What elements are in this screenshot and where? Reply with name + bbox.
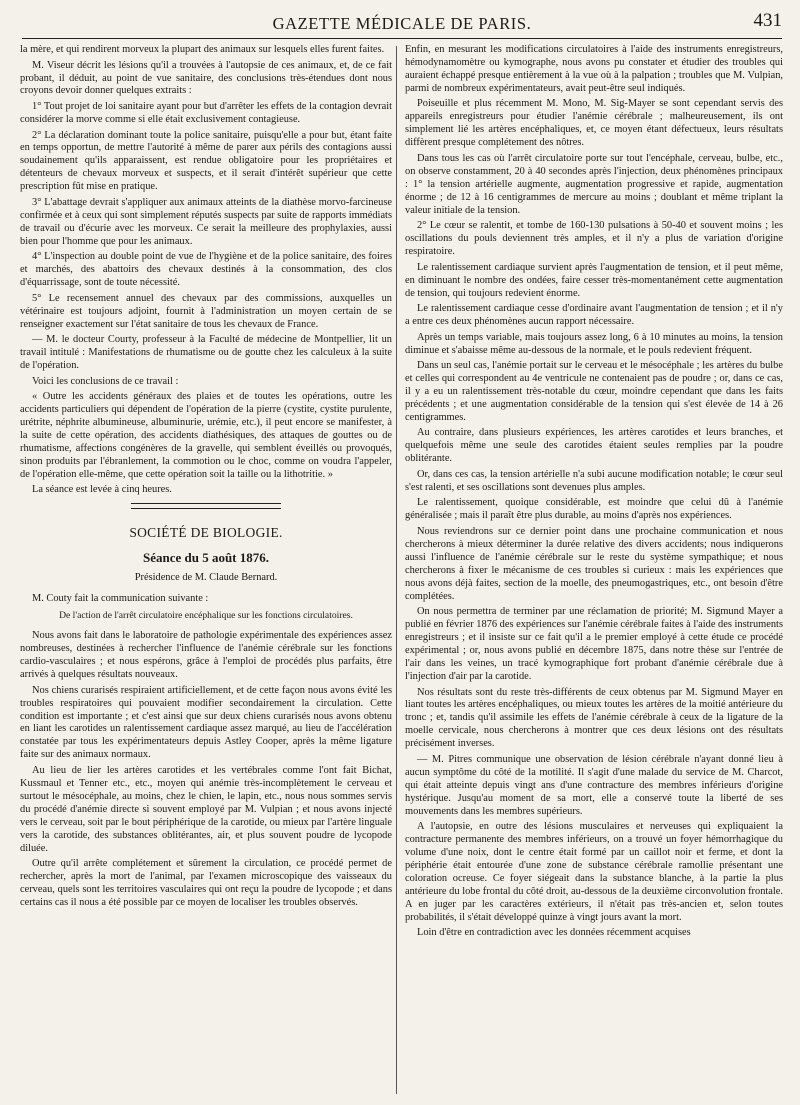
paragraph: — M. Pitres communique une observation de lésion cérébrale n'ayant donné lieu à aucun symptôme du côté de la motilité. Il s'agit d'une malade du service de M. Charcot, qui était atteinte depuis vingt ans d'une contracture des membres inférieurs d'origine hystérique. Jusqu'au moment de sa mort, elle a conservé toute la liberté de ses mouvements dans les membres supérieurs. <box>405 753 783 817</box>
paragraph: Nos résultats sont du reste très-différents de ceux obtenus par M. Sigmund Mayer en liant toutes les artères encéphaliques, ou mieux toutes les artères de la moitié antérieure du tronc ; et, tandis qu'il assimile les effets de l'anémie cérébrale à ceux de la ligature de la moelle cervicale, nous chercherons à montrer que ces deux lésions ont des résultats précisément inverses. <box>405 686 783 750</box>
paragraph: Après un temps variable, mais toujours assez long, 6 à 10 minutes au moins, la tension diminue et s'abaisse même au-dessous de la normale, et le pouls redevient fréquent. <box>405 331 783 356</box>
paragraph: Au lieu de lier les artères carotides et les vertébrales comme l'ont fait Bichat, Kussmaul et Tenner etc., etc., moyen qui anémie très-incomplètement le cerveau et surtout le mésocéphale, au moins, chez le chien, le lapin, etc., nous nous sommes servis du procédé d'anémie directe si souvent employé par M. Vulpian ; et nous avons injecté vers le cerveau, soit par le bout périphérique de la carotide, ou mieux par l'artère linguale vers la carotide, des substances oblitérantes, air, et plus souvent poudre de lycopode diluée. <box>20 764 392 854</box>
paragraph: M. Viseur décrit les lésions qu'il a trouvées à l'autopsie de ces animaux, et, de ce fait probant, il déduit, au point de vue sanitaire, des conclusions très-étendues dont nous croyons devoir donner quelques extraits : <box>20 59 392 97</box>
column-divider <box>396 46 397 1094</box>
paragraph: M. Couty fait la communication suivante : <box>32 593 209 605</box>
left-column <box>20 44 392 913</box>
paragraph: Poiseuille et plus récemment M. Mono, M. Sig-Mayer se sont cependant servis des appareils enregistreurs pour étudier l'anémie cérébrale ; malheureusement, ils ont simplement lié les artères encéphaliques, et, ce moyen étant défectueux, leurs résultats diffèrent presque complétement des nôtres. <box>405 98 783 149</box>
section-rule <box>131 508 281 509</box>
paragraph: Nous reviendrons sur ce dernier point dans une prochaine communication et nous chercherons à mieux déterminer la durée relative des divers accidents; nous indiquerons aussi l'influence de l'anémie cérébrale sur le reste du système sympathique; et nous chercherons à fixer le mécanisme de ces troubles si curieux : mais les expériences que nous avons déjà faites, section de la moelle, des pneumogastriques, etc., ont besoin d'être complétées. <box>405 525 783 602</box>
paragraph: Enfin, en mesurant les modifications circulatoires à l'aide des instruments enregistreurs, hémodynamomètre ou kymographe, nous avons pu constater et étudier des troubles qui auraient échappé presque entièrement à la vue où à la palpation ; troubles que M. Vulpian, parmi de nombreux expérimentateurs, avait peut-être seul indiqués. <box>405 44 783 94</box>
paragraph: Dans tous les cas où l'arrêt circulatoire porte sur tout l'encéphale, cerveau, bulbe, etc., on observe constamment, 20 à 40 secondes après l'injection, deux phénomènes principaux : 1° la tension artérielle augmente, augmentation progressive et rapide, augmentation énorme ; de 12 à 16 centigrammes de mercure au moins ; doublant et même triplant la valeur initiale de la tension. <box>405 152 783 216</box>
paragraph: 3° L'abattage devrait s'appliquer aux animaux atteints de la diathèse morvo-farcineuse confirmée et à ceux qui sont simplement réputés suspects par suite de rapports immédiats de travail ou d'écurie avec les morveux. Ce serait la meilleure des prophylaxies, aussi bien pour l'homme que pour les animaux. <box>20 196 392 247</box>
paragraph: La séance est levée à cinq heures. <box>32 484 172 496</box>
paragraph: 2° Le cœur se ralentit, et tombe de 160-130 pulsations à 50-40 et souvent moins ; les oscillations du pouls deviennent très amples, et il n'y a plus de variation d'origine respiratoire. <box>405 220 783 258</box>
paragraph: 5° Le recensement annuel des chevaux par des commissions, auxquelles un vétérinaire est toujours adjoint, fournit à l'administration un moyen certain de se renseigner exactement sur l'état sanitaire de tous les chevaux de France. <box>20 292 392 330</box>
paragraph: Nous avons fait dans le laboratoire de pathologie expérimentale des expériences assez nombreuses, destinées à rechercher l'influence de l'anémie cérébrale sur les fonctions cardio-vasculaires ; et nous espérons, grâce à l'emploi de procédés plus parfaits, être arrivés à quelques résultats nouveaux. <box>20 630 392 681</box>
paragraph: « Outre les accidents généraux des plaies et de toutes les opérations, outre les accidents particuliers qui dépendent de l'opération de la pierre (cystite, cystite purulente, urétrite, néphrite albumineuse, albuminurie, urémie, etc.), il peut encore se manifester, à la suite de cette opération, des accidents diathésiques, des attaques de gouttes ou de rhumatisme, affections congénères de la gravelle, qui semblent éveillés ou provoqués, sinon produits par l'ébranlement, la commotion ou le choc, comme on voudra l'appeler, de l'opération elle-même, que cette opération soit la taille ou la lithotritie. » <box>20 391 392 480</box>
paragraph: Le ralentissement, quoique considérable, est moindre que celui dû à l'anémie généralisée ; mais il paraît être plus durable, au moins d'après nos expériences. <box>405 497 783 522</box>
presidency-line: Présidence de M. Claude Bernard. <box>134 572 278 584</box>
paragraph: On nous permettra de terminer par une réclamation de priorité; M. Sigmund Mayer a publié en février 1876 des expériences sur l'anémie cérébrale faites à l'aide des instruments enregistreurs ; et il insiste sur ce fait qu'il a le premier employé à cette étude ce procédé expérimental ; or, nous avons publié en décembre 1875, dans notre thèse sur l'entrée de l'air dans les veines, un tracé kymographique fort probant d'anémie cérébrale due à l'injection d'air par la carotide. <box>405 606 783 682</box>
paragraph: Dans un seul cas, l'anémie portait sur le cerveau et le mésocéphale ; les artères du bulbe et celles qui correspondent au 4e ventricule ne contenaient pas de poudre ; or, dans ce cas, il y a eu un ralentissement très-notable du cœur, moindre cependant que dans les faits précédents ; et une augmentation considérable de la tension qui s'est élevée de 14 à 26 centigrammes. <box>405 360 783 423</box>
communication-subtitle: De l'action de l'arrêt circulatoire encéphalique sur les fonctions circulatoires. <box>59 610 353 622</box>
paragraph: 4° L'inspection au double point de vue de l'hygiène et de la police sanitaire, des foires et marchés, des abattoirs des chevaux destinés à la consommation, des clos d'équarrissage, sont de toute nécessité. <box>20 251 392 289</box>
paragraph: Loin d'être en contradiction avec les données récemment acquises <box>417 927 691 939</box>
society-heading: SOCIÉTÉ DE BIOLOGIE. <box>129 525 283 541</box>
paragraph: 2° La déclaration dominant toute la police sanitaire, puisqu'elle a pour but, étant faite en temps opportun, de mettre l'autorité à même de parer aux périls des contagions aussi soudainement qu'ils apparaissent, est rendue obligatoire pour les propriétaires et détenteurs de chevaux morveux et suspects, et il serait d'intérêt supérieur que cette prescription fût mise en pratique. <box>20 129 392 193</box>
paragraph: 1° Tout projet de loi sanitaire ayant pour but d'arrêter les effets de la contagion devrait considérer la morve comme si elle était exclusivement contagieuse. <box>20 101 392 125</box>
page-number: 431 <box>753 10 782 31</box>
paragraph: Nos chiens curarisés respiraient artificiellement, et de cette façon nous avons évité les troubles respiratoires qui pouvaient modifier secondairement la circulation. Cette condition est importante ; et c'est ainsi que sur deux chiens curarisés nous avons obtenu en liant les carotides un ralentissement cardiaque assez marqué, au lieu de l'accélération constatée par tous les expérimentateurs depuis Astley Cooper, après la même ligature faite sur des animaux normaux. <box>20 684 392 761</box>
paragraph: — M. le docteur Courty, professeur à la Faculté de médecine de Montpellier, lit un travail intitulé : Manifestations de rhumatisme ou de goutte chez les calculeux à la suite de l'opération. <box>20 334 392 372</box>
paragraph: la mère, et qui rendirent morveux la plupart des animaux sur lesquels elles furent faites. <box>20 44 385 55</box>
right-column <box>405 44 783 943</box>
paragraph: Au contraire, dans plusieurs expériences, les artères carotides et leurs branches, et quelquefois même une seule des carotides étaient seules remplies par la poudre oblitérante. <box>405 427 783 465</box>
paragraph: A l'autopsie, en outre des lésions musculaires et nerveuses qui expliquaient la contracture permanente des membres inférieurs, on a trouvé un foyer hémorrhagique du volume d'une noix, dont le centre était formé par un caillot noir et ferme, et dont la périphérie était entourée d'une zone de substance cérébrale ramollie présentant une coloration ocreuse. Ce foyer siégeait dans la substance blanche, à la partie la plus antérieure du lobe frontal du côté droit, au-dessous de la deuxième circonvolution frontale. A en juger par les caractères extérieurs, il n'était pas très-ancien et, selon toutes probabilités, il s'était développé quinze à vingt jours avant la mort. <box>405 821 783 923</box>
page-header <box>22 8 782 39</box>
section-rule <box>131 503 281 504</box>
session-heading: Séance du 5 août 1876. <box>142 550 270 566</box>
paragraph: Le ralentissement cardiaque survient après l'augmentation de tension, et il peut même, en diminuant le nombre des ondées, faire cesser très-momentanément cette augmentation de tension, qui toujours redevient énorme. <box>405 261 783 299</box>
paragraph: Outre qu'il arrête complétement et sûrement la circulation, ce procédé permet de rechercher, après la mort de l'animal, par l'examen microscopique des vaisseaux du cerveau, quels sont les territoires vasculaires qui ont reçu la poudre de lycopode ; et dans certains cas il nous a été possible par ce moyen de localiser les troubles observés. <box>20 858 392 909</box>
journal-title: GAZETTE MÉDICALE DE PARIS. <box>272 14 532 33</box>
paragraph: Voici les conclusions de ce travail : <box>32 375 179 387</box>
paragraph: Or, dans ces cas, la tension artérielle n'a subi aucune modification notable; le cœur seul s'est ralenti, et ses oscillations sont devenues plus amples. <box>405 468 783 493</box>
paragraph: Le ralentissement cardiaque cesse d'ordinaire avant l'augmentation de tension ; et il n'y a entre ces deux phénomènes aucun rapport nécessaire. <box>405 303 783 328</box>
